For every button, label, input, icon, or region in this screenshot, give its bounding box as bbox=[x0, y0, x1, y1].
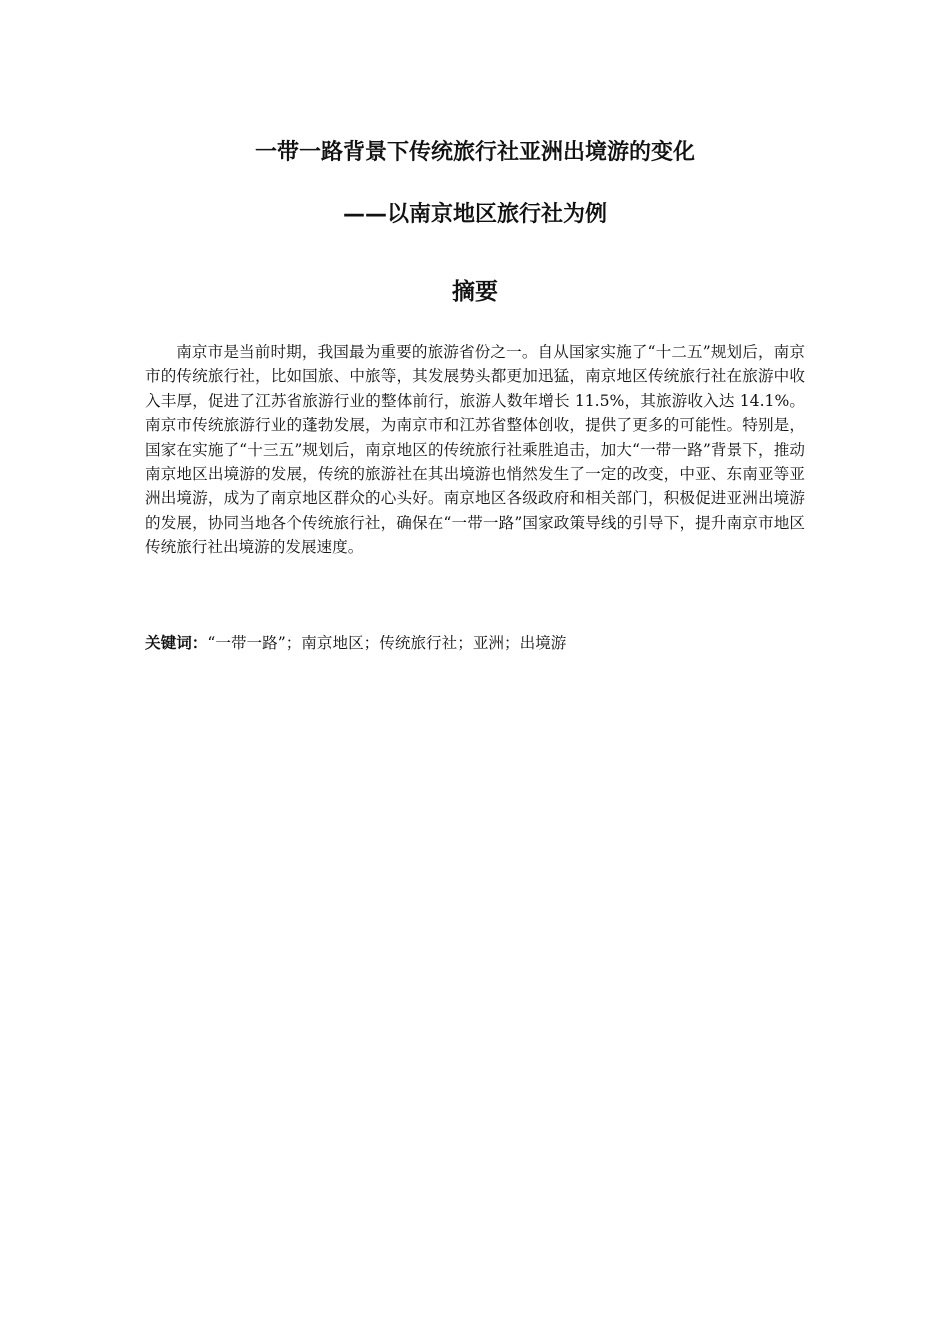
keywords-line bbox=[145, 631, 805, 655]
paper-subtitle: ——以南京地区旅行社为例 bbox=[342, 202, 607, 227]
abstract-heading: 摘要 bbox=[452, 279, 498, 305]
keywords-list: “一带一路”；南京地区；传统旅行社；亚洲；出境游 bbox=[207, 634, 567, 652]
paper-title: 一带一路背景下传统旅行社亚洲出境游的变化 bbox=[254, 140, 695, 165]
abstract-paragraph: 南京市是当前时期，我国最为重要的旅游省份之一。自从国家实施了“十二五”规划后，南京市的传统旅行社，比如国旅、中旅等，其发展势头都更加迅猛，南京地区传统旅行社在旅游中收入丰厚，促进了江苏省旅游行业的整体前行，旅游人数年增长 11.5%，其旅游收入达 14.1%。南京市传统旅游行业的蓬勃发展，为南京市和江苏省整体创收，提供了更多的可能性。特别是，国家在实施了“十三五”规划后，南京地区的传统旅行社乘胜追击，加大“一带一路”背景下，推动南京地区出境游的发展，传统的旅游社在其出境游也悄然发生了一定的改变，中亚、东南亚等亚洲出境游，成为了南京地区群众的心头好。南京地区各级政府和相关部门，积极促进亚洲出境游的发展，协同当地各个传统旅行社，确保在“一带一路”国家政策导线的引导下，提升南京市地区传统旅行社出境游的发展速度。 bbox=[145, 343, 805, 557]
keywords-label: 关键词： bbox=[145, 634, 208, 652]
